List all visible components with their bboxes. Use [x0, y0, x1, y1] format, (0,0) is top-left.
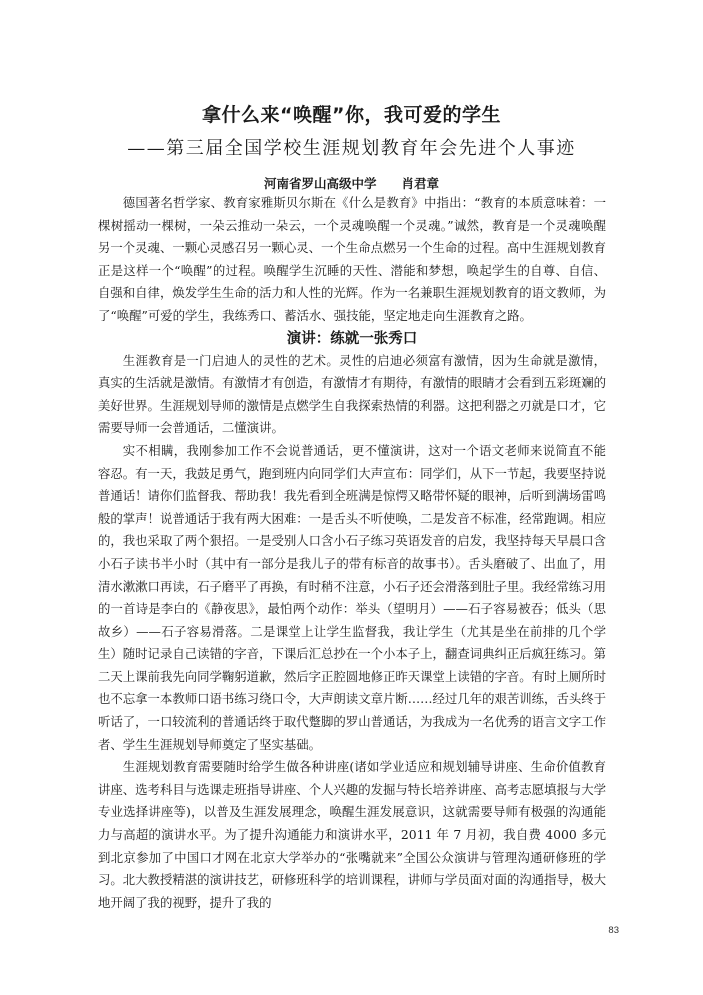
page-number: 83	[608, 925, 619, 936]
paragraph-4: 生涯规划教育需要随时给学生做各种讲座(诸如学业适应和规划辅导讲座、生命价值教育讲座、选考科目与选课走班指导讲座、个人兴趣的发掘与特长培养讲座、高考志愿填报与大学专业选择讲座等)，以普及生涯发展理念，唤醒生涯发展意识，这就需要导师有极强的沟通能力与高超的演讲水平。为了提升沟通能力和演讲水平，2011 年 7 月初，我自费 4000 多元到北京参加了中国口才网在北京大学举办的“张嘴就来”全国公众演讲与管理沟通研修班的学习。北大教授精湛的演讲技艺，研修班科学的培训课程，讲师与学员面对面的沟通指导，极大地开阔了我的视野，提升了我的	[98, 759, 607, 910]
paragraph-intro: 德国著名哲学家、教育家雅斯贝尔斯在《什么是教育》中指出：“教育的本质意味着：一棵树摇动一棵树，一朵云推动一朵云，一个灵魂唤醒一个灵魂。”诚然，教育是一个灵魂唤醒另一个灵魂、一颗心灵感召另一颗心灵、一个生命点燃另一个生命的过程。高中生涯规划教育正是这样一个“唤醒”的过程。唤醒学生沉睡的天性、潜能和梦想，唤起学生的自尊、自信、自强和自律，焕发学生生命的活力和人性的光辉。作为一名兼职生涯规划教育的语文教师，为了“唤醒”可爱的学生，我练秀口、蓄活水、强技能，坚定地走向生涯教育之路。	[98, 195, 607, 323]
article-title: 拿什么来“唤醒”你，我可爱的学生	[202, 104, 501, 126]
article-subtitle: ——第三届全国学校生涯规划教育年会先进个人事迹	[127, 138, 576, 159]
article-body	[98, 192, 606, 914]
section-heading: 演讲：练就一张秀口	[286, 330, 418, 347]
paragraph-3: 实不相瞒，我刚参加工作不会说普通话，更不懂演讲，这对一个语文老师来说简直不能容忍。有一天，我鼓足勇气，跑到班内向同学们大声宣布：同学们，从下一节起，我要坚持说普通话！请你们监督我、帮助我！我先看到全班满是惊愕又略带怀疑的眼神，后听到满场雷鸣般的掌声！说普通话于我有两大困难：一是舌头不听使唤，二是发音不标准，经常跑调。相应的，我也采取了两个狠招。一是受别人口含小石子练习英语发音的启发，我坚持每天早晨口含小石子读书半小时（其中有一部分是我儿子的带有标音的故事书）。舌头磨破了、出血了，用清水漱漱口再读，石子磨平了再换，有时稍不注意，小石子还会滑落到肚子里。我经常练习用的一首诗是李白的《静夜思》，最怕两个动作：举头（望明月）——石子容易被吞；低头（思故乡）——石子容易滑落。二是课堂上让学生监督我，我让学生（尤其是坐在前排的几个学生）随时记录自己读错的字音，下课后汇总抄在一个小本子上，翻查词典纠正后疯狂练习。第二天上课前我先向同学鞠躬道歉，然后字正腔圆地修正昨天课堂上读错的字音。有时上厕所时也不忘拿一本教师口语书练习绕口令，大声朗读文章片断……经过几年的艰苦训练，舌头终于听话了，一口较流利的普通话终于取代蹩脚的罗山普通话，为我成为一名优秀的语言文字工作者、学生生涯规划导师奠定了坚实基础。	[98, 442, 607, 752]
paragraph-2: 生涯教育是一门启迪人的灵性的艺术。灵性的启迪必须富有激情，因为生命就是激情，真实的生活就是激情。有激情才有创造，有激情才有期待，有激情的眼睛才会看到五彩斑斓的美好世界。生涯规划导师的激情是点燃学生自我探索热情的利器。这把利器之刃就是口才，它需要导师一会普通话，二懂演讲。	[98, 352, 607, 436]
author-line: 河南省罗山高级中学 肖君章	[263, 176, 439, 191]
